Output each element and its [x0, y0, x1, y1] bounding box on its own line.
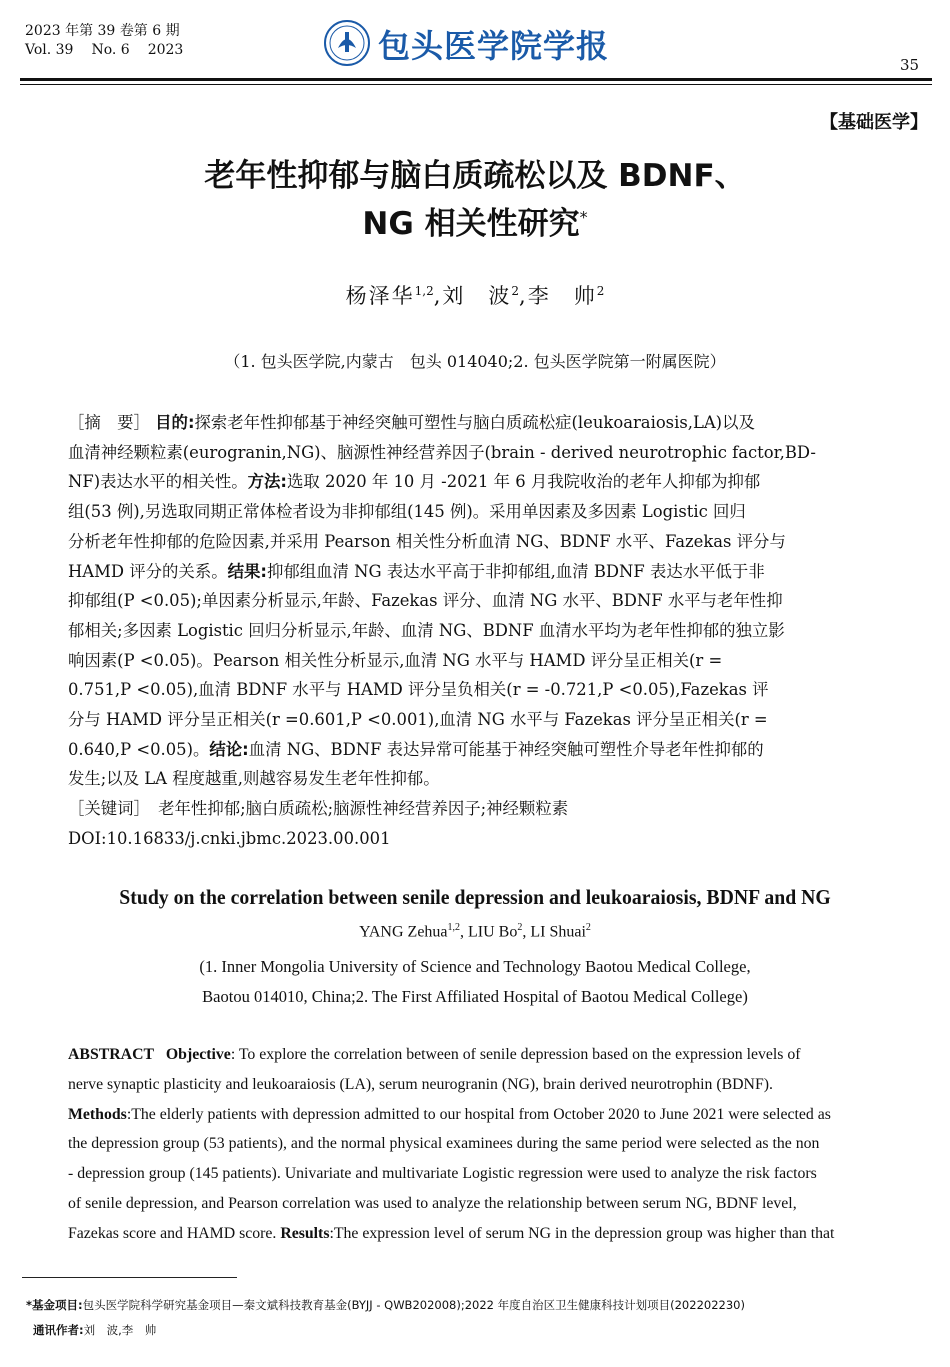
abstract-line: 抑郁组(P <0.05);单因素分析显示,年龄、Fazekas 评分、血清 NG 水平、BDNF 水平与老年性抑 — [68, 591, 783, 611]
abstract-text: 0.640,P <0.05)。 — [68, 739, 210, 759]
en-affil-line: (1. Inner Mongolia University of Science and Technology Baotou Medical College, — [199, 957, 751, 976]
en-abstract-line — [68, 1100, 882, 1130]
abstract-line: 组(53 例),另选取同期正常体检者设为非抑郁组(145 例)。采用单因素及多因素 Logistic 回归 — [68, 502, 746, 522]
abstract-line — [68, 467, 882, 497]
corr-label: 通讯作者: — [33, 1323, 84, 1337]
en-abstract-text: : To explore the correlation between of senile depression based on the expression levels of — [230, 1046, 801, 1063]
abstract-text: 选取 2020 年 10 月 -2021 年 6 月我院收治的老年人抑郁为抑郁 — [286, 472, 761, 492]
emblem-icon — [322, 18, 372, 68]
abstract-text: 抑郁组血清 NG 表达水平高于非抑郁组,血清 BDNF 表达水平低于非 — [266, 561, 765, 581]
fund-text: 包头医学院科学研究基金项目—秦文斌科技教育基金(BYJJ - QWB202008);2022 年度自治区卫生健康科技计划项目(202202230) — [82, 1298, 745, 1312]
author-1-affil: 1,2 — [414, 284, 434, 298]
abstract-line: 响因素(P <0.05)。Pearson 相关性分析显示,血清 NG 水平与 HAMD 评分呈正相关(r = — [68, 650, 723, 670]
en-abstract-line — [68, 1219, 882, 1249]
issue-no: No. 6 — [91, 42, 130, 58]
abstract-line: 郁相关;多因素 Logistic 回归分析显示,年龄、血清 NG、BDNF 血清水平均为老年性抑郁的独立影 — [68, 620, 785, 640]
abstract-text: 血清 NG、BDNF 表达异常可能基于神经突触可塑性介导老年性抑郁的 — [248, 739, 764, 759]
en-abstract-text: :The elderly patients with depression admitted to our hospital from October 2020 to June 2021 were selected as — [126, 1105, 831, 1123]
fund-footnote — [26, 1297, 745, 1313]
title-line-2-text: NG 相关性研究 — [362, 206, 580, 242]
en-abstract-text: :The expression level of serum NG in the depression group was higher than that — [329, 1224, 835, 1242]
english-authors — [0, 922, 950, 941]
author-2-affil: 2 — [511, 284, 520, 298]
doi: DOI:10.16833/j.cnki.jbmc.2023.00.001 — [68, 828, 391, 848]
issue-cn: 2023 年第 39 卷第 6 期 — [25, 23, 180, 39]
abstract-line: 发生;以及 LA 程度越重,则越容易发生老年性抑郁。 — [68, 769, 440, 789]
corr-text: 刘 波,李 帅 — [83, 1323, 157, 1337]
keywords-text: 老年性抑郁;脑白质疏松;脑源性神经营养因子;神经颗粒素 — [158, 799, 569, 819]
year: 2023 — [147, 42, 184, 58]
abstract-line — [68, 408, 882, 438]
en-objective-label: Objective — [165, 1046, 231, 1063]
en-abstract-line — [68, 1040, 882, 1070]
abstract-line: 分析老年性抑郁的危险因素,并采用 Pearson 相关性分析血清 NG、BDNF 水平、Fazekas 评分与 — [68, 531, 786, 551]
en-affil-line: Baotou 014010, China;2. The First Affiliated Hospital of Baotou Medical College) — [202, 986, 748, 1006]
en-author-1: YANG Zehua — [359, 923, 448, 941]
abstract-line — [68, 557, 882, 587]
volume-info — [25, 41, 201, 60]
corresponding-author — [33, 1322, 156, 1338]
abstract-line: 血清神经颗粒素(eurogranin,NG)、脑源性神经营养因子(brain - derived neurotrophic factor,BD- — [68, 442, 816, 462]
running-header — [25, 22, 201, 60]
abstract-text: HAMD 评分的关系。 — [68, 561, 228, 581]
title-footnote-mark: * — [579, 207, 588, 227]
keywords-tag: ［关键词］ — [68, 799, 142, 819]
journal-name: 包头医学院学报 — [378, 27, 610, 65]
en-abstract-line: - depression group (145 patients). Univariate and multivariate Logistic regression were used to analyze the risk factors — [68, 1165, 817, 1183]
en-abstract-line: nerve synaptic plasticity and leukoaraiosis (LA), serum neurogranin (NG), brain derived neurotrophin (BDNF). — [68, 1075, 773, 1093]
section-label: 【基础医学】 — [820, 112, 928, 133]
author-3: 李 帅 — [527, 284, 597, 308]
en-abstract-line: the depression group (53 patients), and the normal physical examinees during the same period were selected as the non — [68, 1135, 820, 1153]
en-abstract-line: of senile depression, and Pearson correlation was used to analyze the relationship between serum NG, BDNF level, — [68, 1194, 797, 1212]
author-2: 刘 波 — [442, 284, 512, 308]
header-rule — [20, 78, 932, 81]
fund-label: *基金项目: — [26, 1298, 83, 1312]
results-label: 结果: — [227, 561, 267, 581]
english-affiliation — [0, 952, 950, 1011]
journal-logo — [318, 18, 618, 68]
header-rule-thin — [20, 84, 932, 85]
page-number: 35 — [900, 56, 920, 74]
abstract-tag: ［摘 要］ — [68, 413, 150, 432]
en-author-2-affil: 2 — [517, 922, 523, 933]
en-results-label: Results — [280, 1224, 330, 1242]
en-author-2: , LIU Bo — [460, 923, 518, 941]
conclusion-label: 结论: — [209, 739, 249, 759]
author-1: 杨泽华 — [345, 284, 415, 308]
title-line-1: 老年性抑郁与脑白质疏松以及 BDNF、 — [204, 158, 746, 194]
affiliation: （1. 包头医学院,内蒙古 包头 014040;2. 包头医学院第一附属医院） — [224, 352, 726, 371]
en-abstract-text: Fazekas score and HAMD score. — [68, 1224, 281, 1242]
abstract-line — [68, 735, 882, 765]
abstract-text: NF)表达水平的相关性。 — [68, 472, 248, 492]
objective-label: 目的: — [155, 413, 195, 432]
en-methods-label: Methods — [68, 1105, 127, 1123]
author-sep: , — [519, 284, 528, 308]
abstract-line: 分与 HAMD 评分呈正相关(r =0.601,P <0.001),血清 NG 水平与 Fazekas 评分呈正相关(r = — [68, 710, 768, 730]
footnote-rule — [22, 1277, 237, 1278]
abstract-line: 0.751,P <0.05),血清 BDNF 水平与 HAMD 评分呈负相关(r = -0.721,P <0.05),Fazekas 评 — [68, 680, 769, 700]
en-author-3: , LI Shuai — [522, 923, 586, 941]
author-3-affil: 2 — [596, 284, 605, 298]
abstract-text: 探索老年性抑郁基于神经突触可塑性与脑白质疏松症(leukoaraiosis,LA)以及 — [194, 413, 755, 432]
en-abstract-tag: ABSTRACT — [68, 1046, 155, 1063]
en-author-3-affil: 2 — [585, 922, 591, 933]
title-line-2 — [0, 198, 950, 243]
author-sep: , — [433, 284, 443, 308]
volume: Vol. 39 — [25, 42, 74, 58]
english-abstract — [68, 1040, 882, 1249]
methods-label: 方法: — [247, 472, 287, 492]
en-author-1-affil: 1,2 — [447, 922, 461, 933]
authors — [0, 280, 950, 310]
english-title: Study on the correlation between senile depression and leukoaraiosis, BDNF and NG — [119, 885, 831, 909]
keywords — [68, 794, 882, 824]
abstract-cn — [68, 408, 882, 854]
